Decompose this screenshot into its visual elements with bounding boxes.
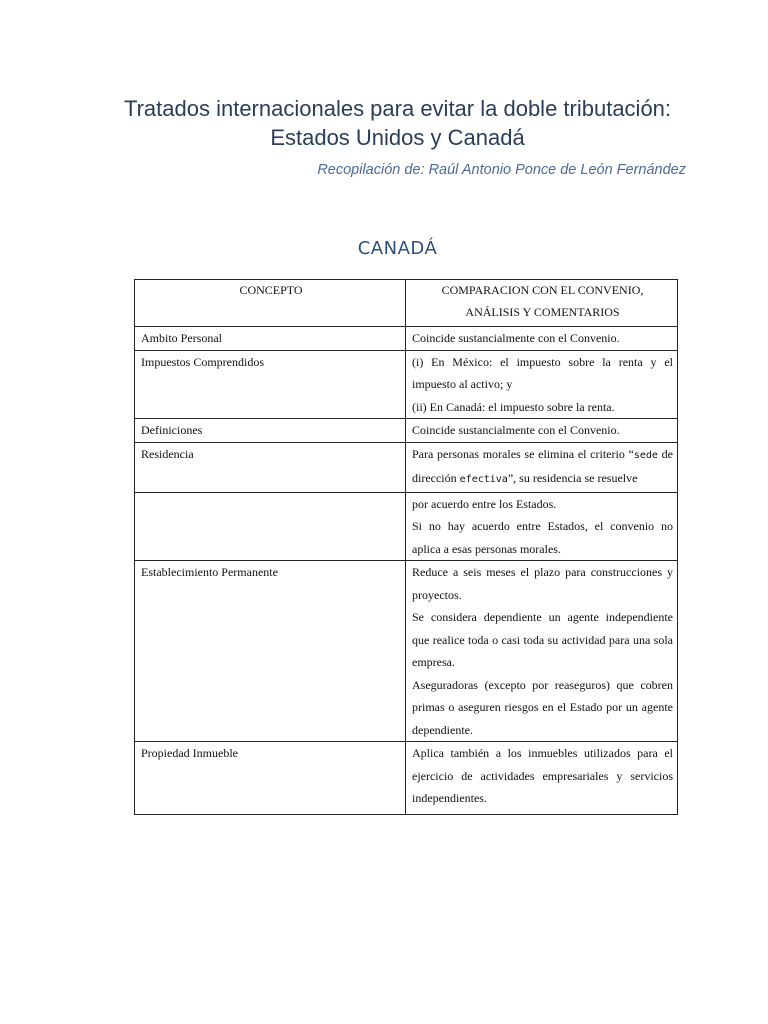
table-row	[135, 350, 678, 419]
table-row	[135, 327, 678, 351]
row-concept	[135, 492, 406, 561]
comment-term: efectiva	[459, 474, 508, 485]
row-comment	[406, 327, 678, 351]
comment-line	[412, 443, 673, 492]
comment-term: sede	[633, 449, 658, 461]
document-title	[0, 94, 768, 152]
row-concept: Establecimiento Permanente	[135, 561, 406, 742]
table-row	[135, 742, 678, 815]
header-concept: CONCEPTO	[135, 280, 406, 327]
comment-line: Reduce a seis meses el plazo para construcciones y proyectos.	[412, 565, 673, 602]
row-concept: Definiciones	[135, 419, 406, 443]
comment-line: Coincide sustancialmente con el Convenio.	[412, 331, 620, 345]
title-line-2: Estados Unidos y Canadá	[270, 125, 525, 150]
comment-line: Aplica también a los inmuebles utilizados para el ejercicio de actividades empresariales y servicios independientes.	[412, 746, 673, 805]
comment-line: Si no hay acuerdo entre Estados, el convenio no aplica a esas personas morales.	[412, 519, 673, 556]
comment-line: Aseguradoras (excepto por reaseguros) que cobren primas o aseguren riesgos en el Estado por un agente dependiente.	[412, 677, 673, 737]
table-row	[135, 492, 678, 561]
row-comment	[406, 442, 678, 492]
header-comparison	[406, 280, 678, 327]
table-row	[135, 561, 678, 742]
comment-line: Se considera dependiente un agente independiente que realice toda o casi toda su actividad para una sola empresa.	[412, 610, 673, 669]
title-line-1: Tratados internacionales para evitar la doble tributación:	[123, 96, 672, 121]
row-comment	[406, 742, 678, 815]
row-comment	[406, 561, 678, 742]
row-concept: Impuestos Comprendidos	[135, 350, 406, 419]
comparison-table	[134, 279, 678, 815]
table-header-row	[135, 280, 678, 327]
comment-line: Coincide sustancialmente con el Convenio.	[412, 423, 620, 437]
comment-line: (ii) En Canadá: el impuesto sobre la renta.	[412, 399, 615, 414]
table-row	[135, 442, 678, 492]
row-comment	[406, 492, 678, 561]
comment-line: por acuerdo entre los Estados.	[412, 496, 557, 511]
row-comment	[406, 350, 678, 419]
section-heading: CANADÁ	[357, 238, 438, 259]
compiler-credit: Recopilación de: Raúl Antonio Ponce de León Fernández	[317, 162, 686, 178]
comment-text: de dirección	[412, 446, 674, 485]
comment-text: Para personas morales se elimina el criterio “	[412, 446, 634, 461]
row-concept: Ambito Personal	[135, 327, 406, 351]
comment-line: (i) En México: el impuesto sobre la renta y el impuesto al activo; y	[412, 354, 673, 391]
row-comment	[406, 419, 678, 443]
comment-text: ”, su residencia se resuelve	[507, 471, 638, 485]
row-concept: Propiedad Inmueble	[135, 742, 406, 815]
row-concept: Residencia	[135, 442, 406, 492]
header-comparison-line-1: COMPARACION CON EL CONVENIO,	[441, 283, 644, 297]
header-comparison-line-2: ANÁLISIS Y COMENTARIOS	[465, 304, 620, 319]
table-row	[135, 419, 678, 443]
